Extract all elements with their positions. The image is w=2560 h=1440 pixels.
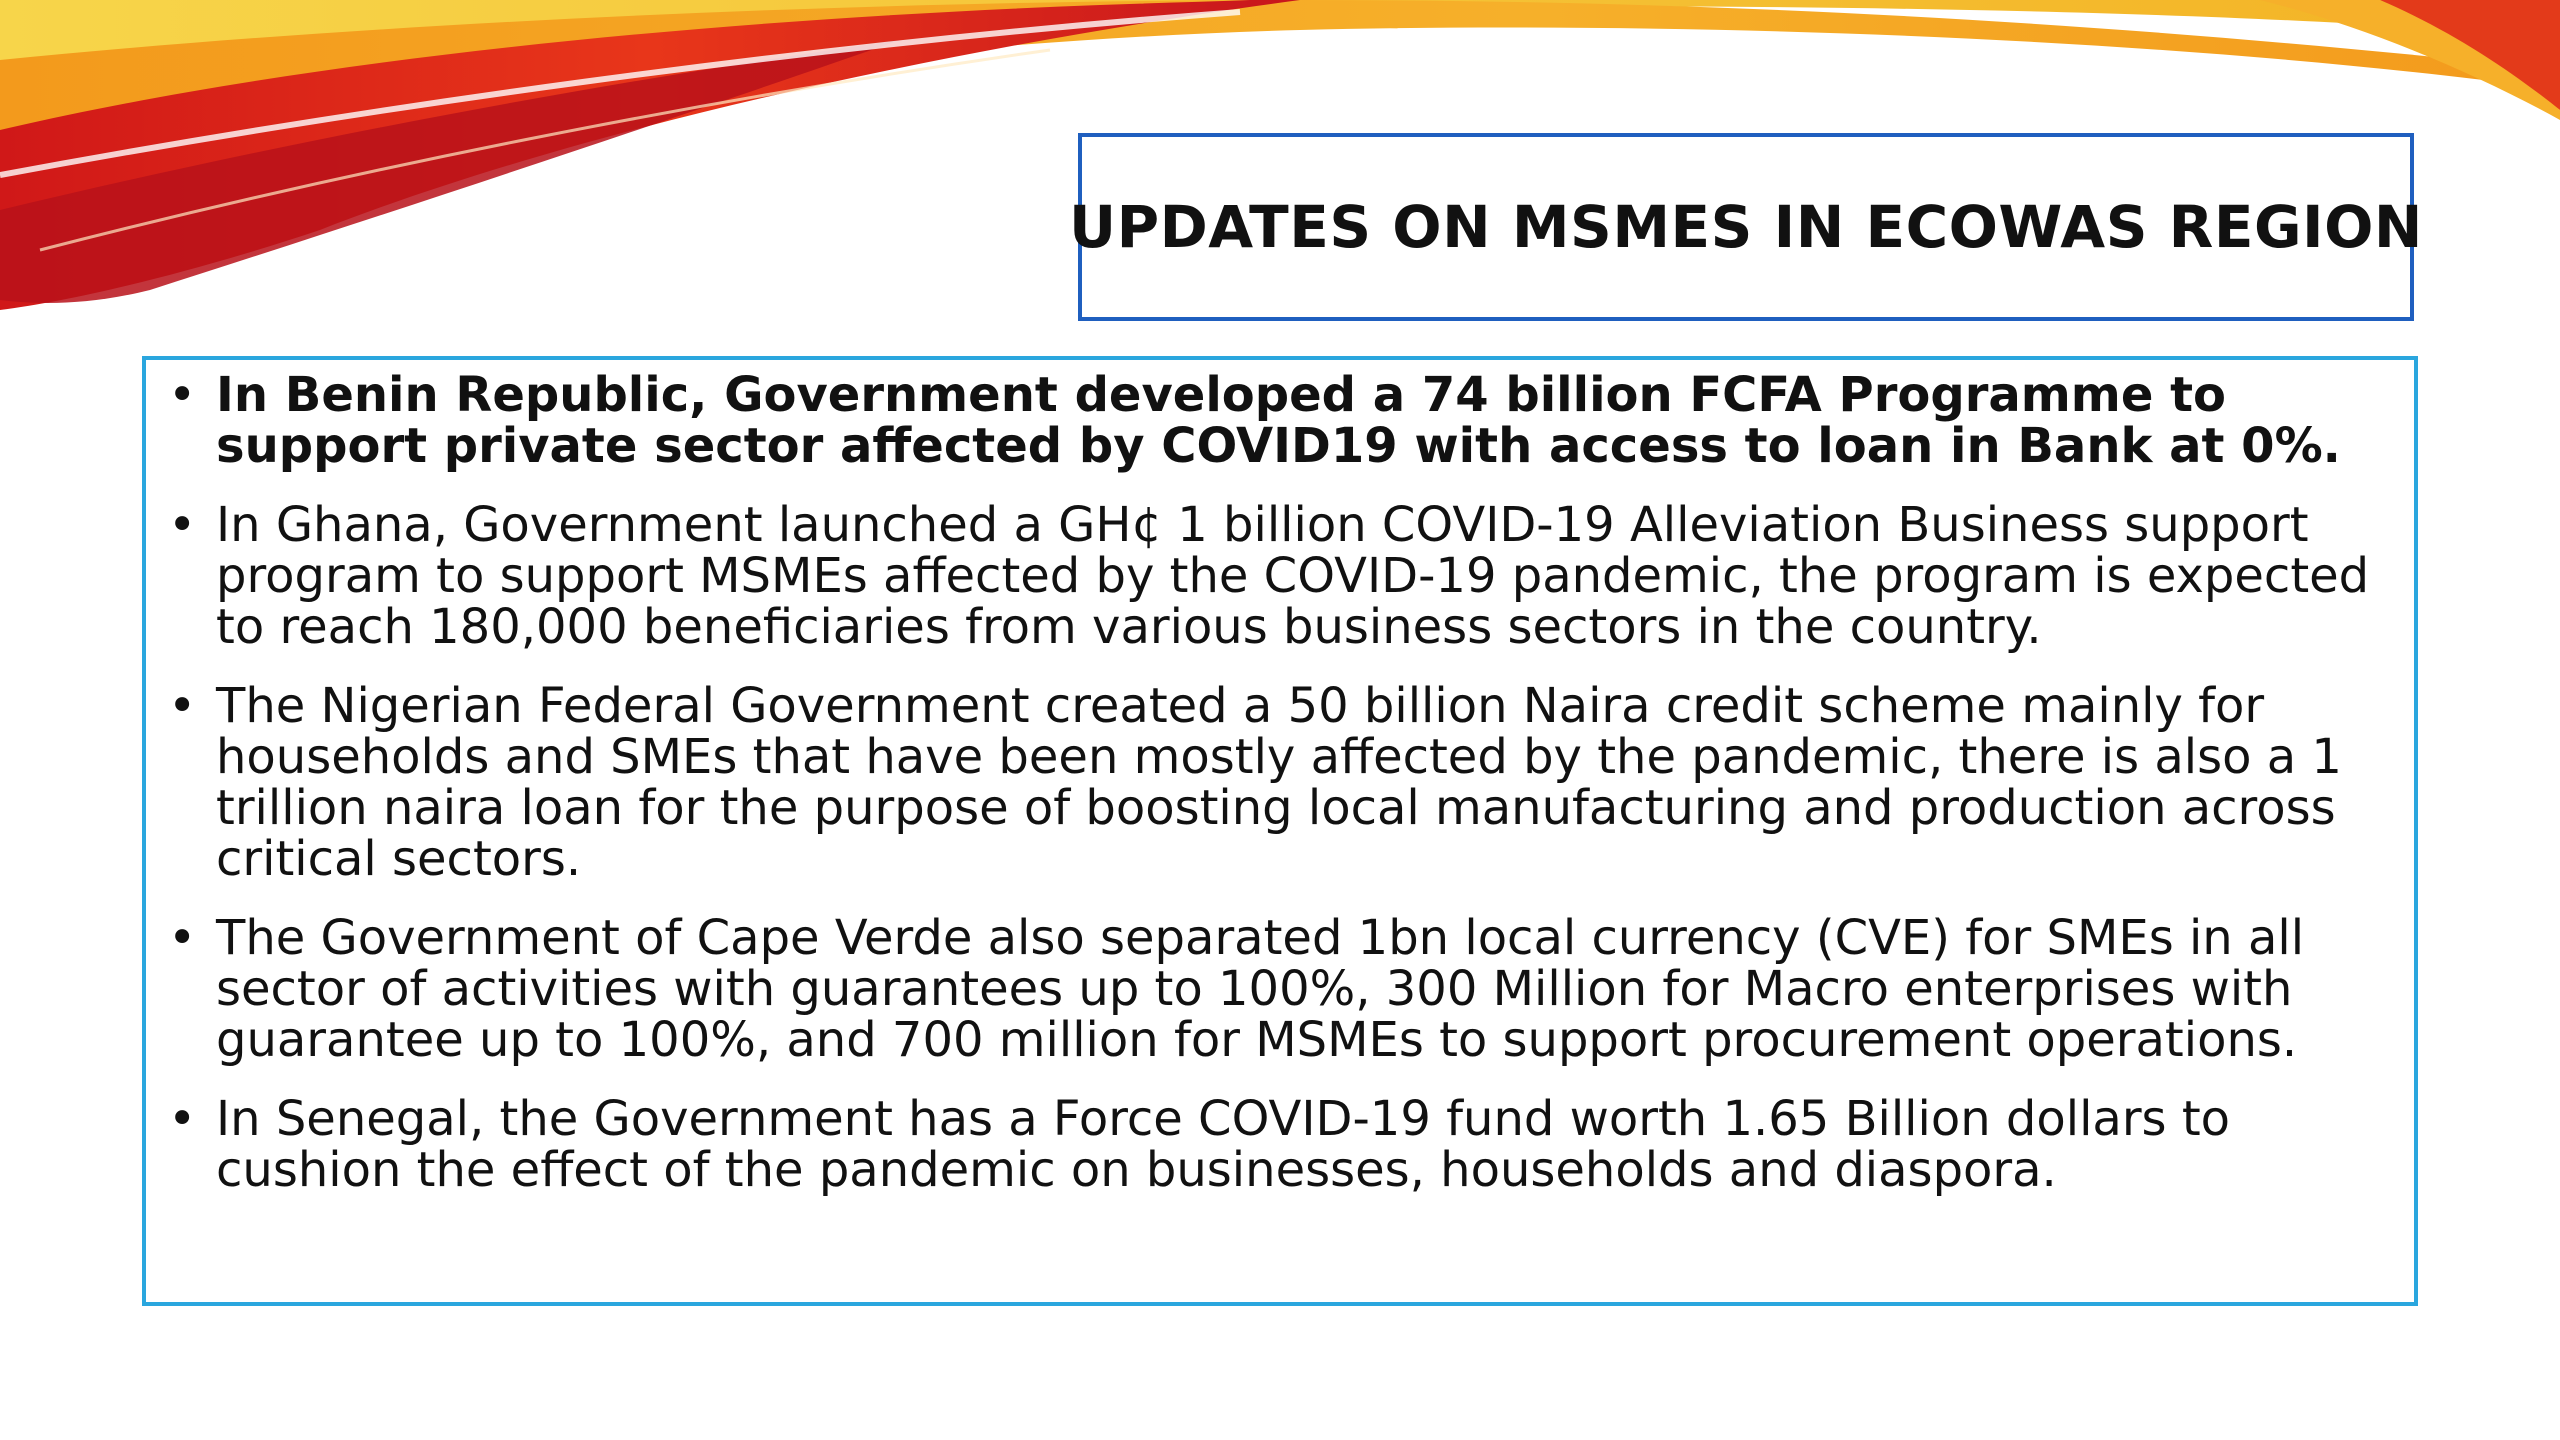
bullet-text: In Benin Republic, Government developed a 74 billion FCFA Programme to support private sector affected by COVID19 with access to loan in Bank at 0%. — [216, 367, 2341, 474]
bullet-text: In Senegal, the Government has a Force COVID-19 fund worth 1.65 Billion dollars to cushion the effect of the pandemic on businesses, households and diaspora. — [216, 1091, 2231, 1198]
bullet-item-nigeria — [146, 678, 2394, 887]
content-box — [142, 356, 2418, 1306]
bullet-icon: • — [168, 678, 197, 734]
bullet-item-benin — [146, 367, 2394, 474]
bullet-list — [146, 367, 2394, 1198]
bullet-icon: • — [168, 910, 197, 966]
bullet-icon: • — [168, 497, 197, 553]
bullet-text: The Government of Cape Verde also separated 1bn local currency (CVE) for SMEs in all sector of activities with guarantees up to 100%, 300 Million for Macro enterprises with guarantee up to 100%, and 700 million for MSMEs to support procurement operations. — [216, 910, 2305, 1068]
bullet-item-senegal — [146, 1091, 2394, 1198]
bullet-icon: • — [168, 1091, 197, 1147]
bullet-icon: • — [168, 367, 197, 423]
slide-title: UPDATES ON MSMES IN ECOWAS REGION — [1069, 193, 2423, 261]
bullet-item-ghana — [146, 497, 2394, 655]
title-box — [1069, 133, 2423, 321]
bullet-text: In Ghana, Government launched a GH¢ 1 billion COVID-19 Alleviation Business support program to support MSMEs affected by the COVID-19 pandemic, the program is expected to reach 180,000 beneficiaries from various business sectors in the country. — [216, 497, 2370, 655]
bullet-text: The Nigerian Federal Government created a 50 billion Naira credit scheme mainly for households and SMEs that have been mostly affected by the pandemic, there is also a 1 trillion naira loan for the purpose of boosting local manufacturing and production across critical sectors. — [216, 678, 2342, 887]
bullet-item-cape-verde — [146, 910, 2394, 1068]
